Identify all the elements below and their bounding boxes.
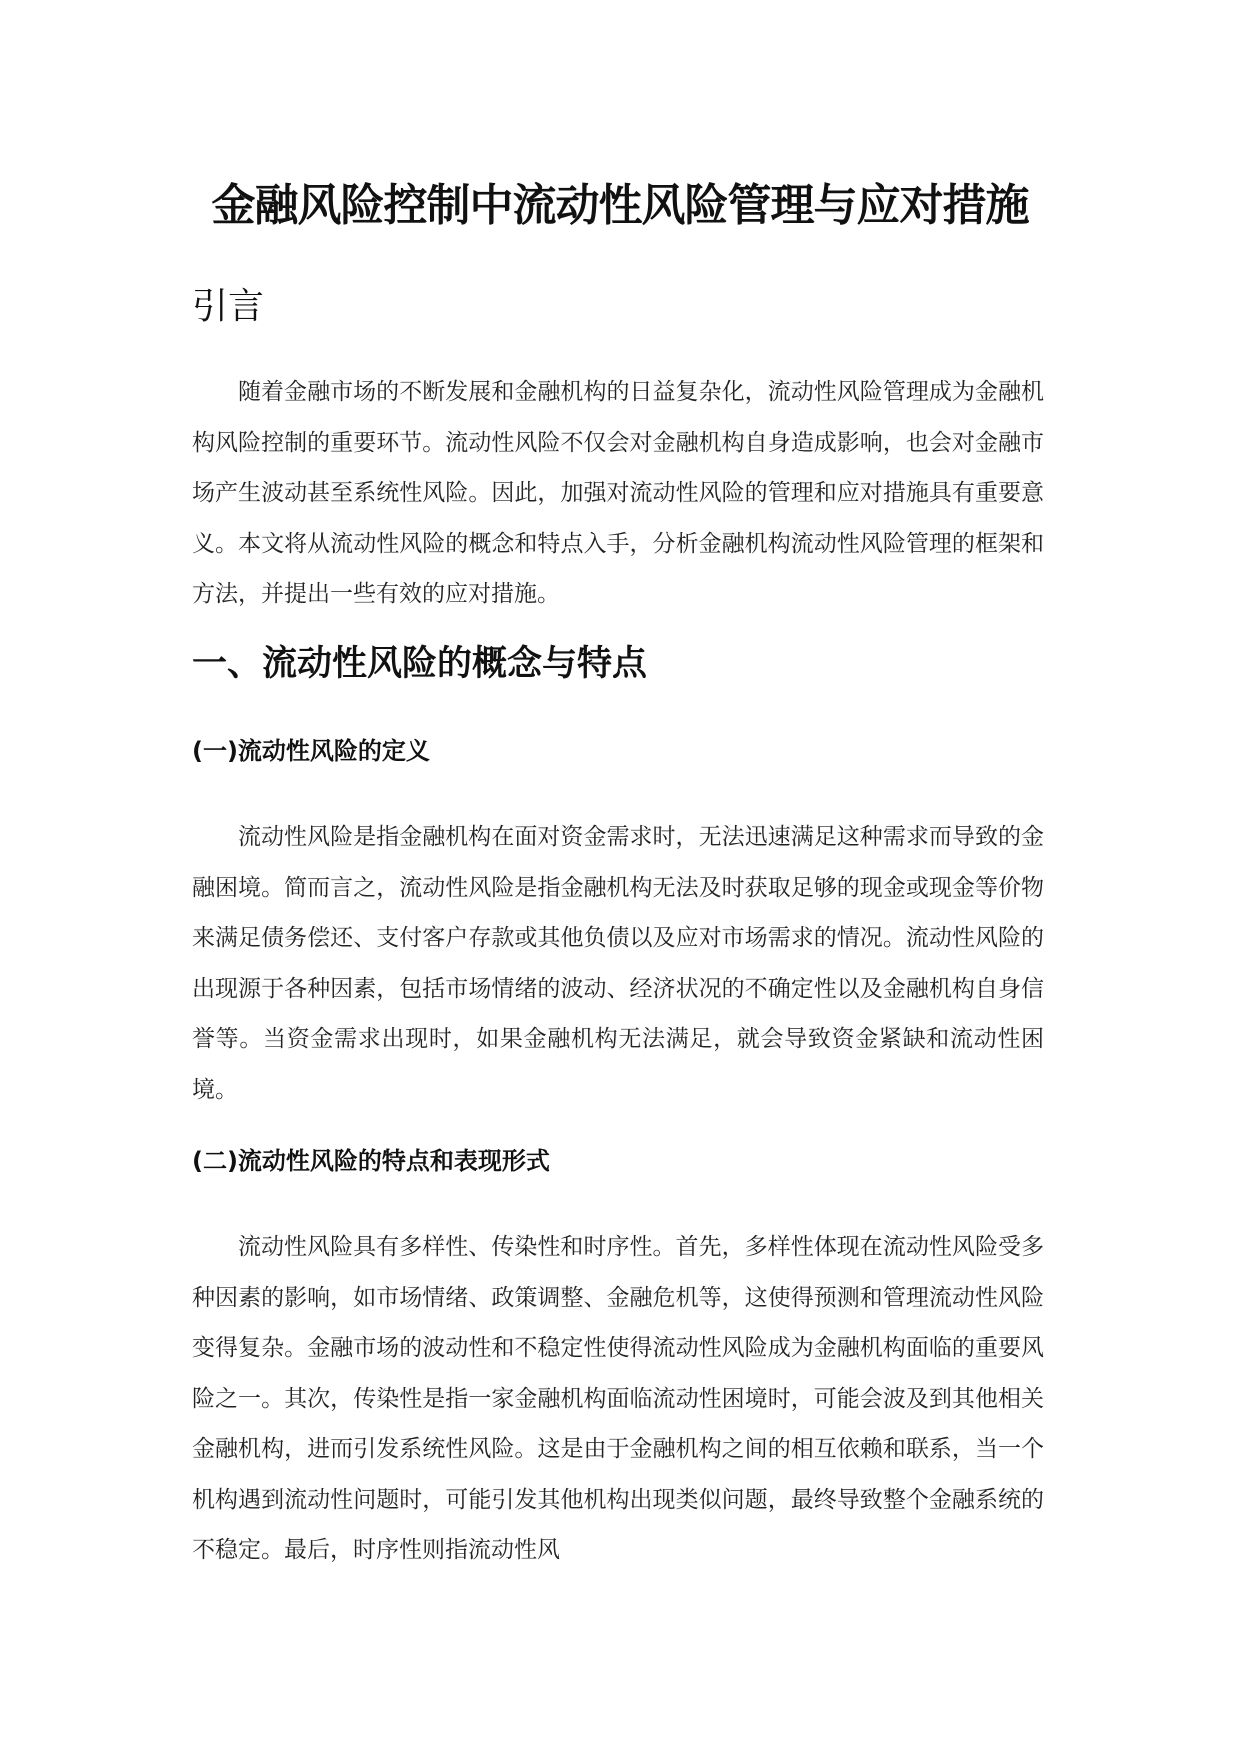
subsection1-heading: (一)流动性风险的定义 (192, 737, 430, 765)
section1-heading: 一、流动性风险的概念与特点 (192, 644, 648, 684)
intro-heading: 引言 (192, 286, 265, 327)
subsection2-paragraph: 流动性风险具有多样性、传染性和时序性。首先，多样性体现在流动性风险受多种因素的影响，如市场情绪、政策调整、金融危机等，这使得预测和管理流动性风险变得复杂。金融市场的波动性和不稳定性使得流动性风险成为金融机构面临的重要风险之一。其次，传染性是指一家金融机构面临流动性困境时，可能会波及到其他相关金融机构，进而引发系统性风险。这是由于金融机构之间的相互依赖和联系，当一个机构遇到流动性问题时，可能引发其他机构出现类似问题，最终导致整个金融系统的不稳定。最后，时序性则指流动性风 (192, 1234, 1044, 1563)
subsection2-heading: (二)流动性风险的特点和表现形式 (192, 1147, 550, 1175)
document-title: 金融风险控制中流动性风险管理与应对措施 (211, 180, 1029, 231)
intro-paragraph: 随着金融市场的不断发展和金融机构的日益复杂化，流动性风险管理成为金融机构风险控制的重要环节。流动性风险不仅会对金融机构自身造成影响，也会对金融市场产生波动甚至系统性风险。因此，加强对流动性风险的管理和应对措施具有重要意义。本文将从流动性风险的概念和特点入手，分析金融机构流动性风险管理的框架和方法，并提出一些有效的应对措施。 (192, 379, 1044, 607)
subsection1-paragraph: 流动性风险是指金融机构在面对资金需求时，无法迅速满足这种需求而导致的金融困境。简而言之，流动性风险是指金融机构无法及时获取足够的现金或现金等价物来满足债务偿还、支付客户存款或其他负债以及应对市场需求的情况。流动性风险的出现源于各种因素，包括市场情绪的波动、经济状况的不确定性以及金融机构自身信誉等。当资金需求出现时，如果金融机构无法满足，就会导致资金紧缺和流动性困境。 (192, 824, 1044, 1103)
